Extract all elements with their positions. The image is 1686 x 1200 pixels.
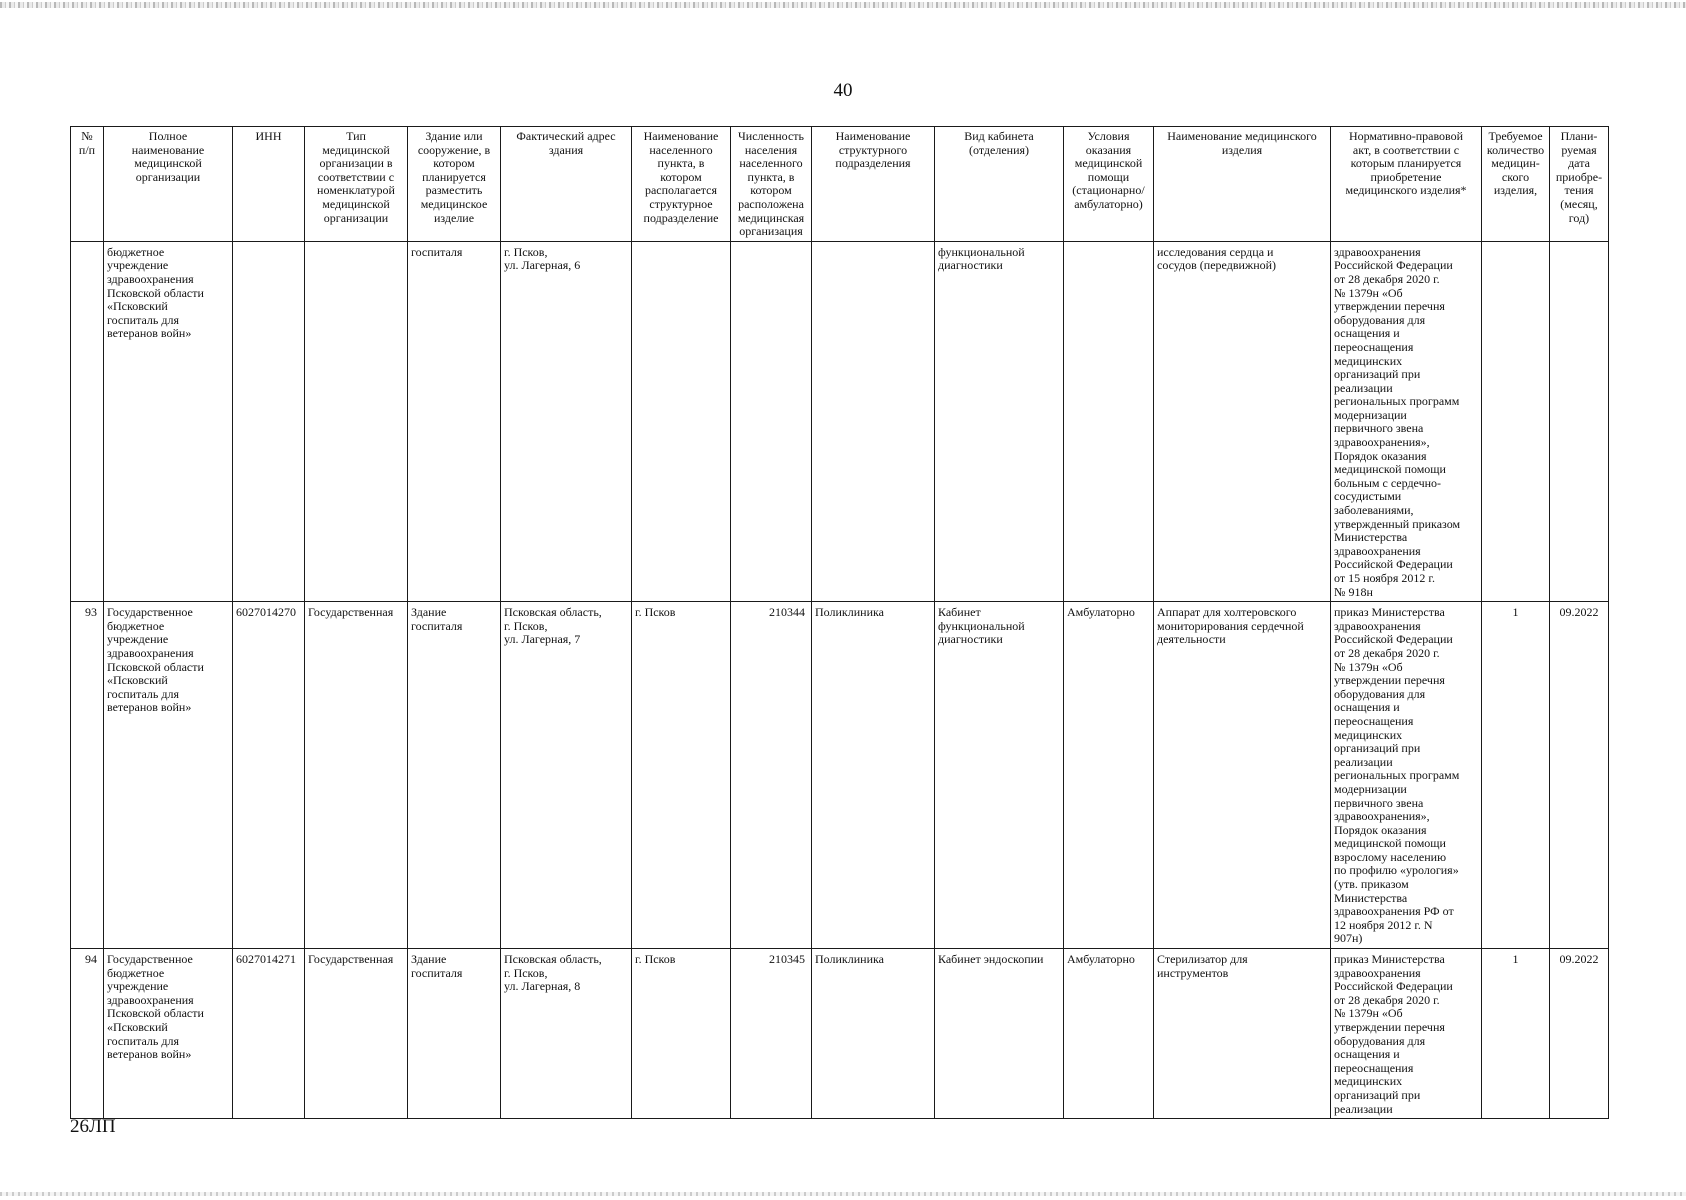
header-legal-act: Нормативно-правовой акт, в соответствии с которым планируется приобретение медицинского изделия* — [1331, 127, 1482, 242]
header-inn: ИНН — [233, 127, 305, 242]
cell-org-type: Государственная — [305, 949, 408, 1119]
cell-cabinet: функциональной диагностики — [935, 241, 1064, 601]
cell-unit: Поликлиника — [812, 602, 935, 949]
cell-quantity: 1 — [1482, 949, 1550, 1119]
cell-org-type — [305, 241, 408, 601]
equipment-table — [70, 126, 1609, 1119]
cell-legal-act: приказ Министерства здравоохранения Российской Федерации от 28 декабря 2020 г. № 1379н «Об утверждении перечня оборудования для оснащения и переоснащения медицинских организаций при реализации региональных программ модернизации первичного звена здравоохранения», Порядок оказания медицинской помощи взрослому населению по профилю «урология» (утв. приказом Министерства здравоохранения РФ от 12 ноября 2012 г. N 907н) — [1331, 602, 1482, 949]
cell-address: Псковская область, г. Псков, ул. Лагерная, 7 — [501, 602, 632, 949]
cell-number: 93 — [71, 602, 104, 949]
header-date: Плани- руемая дата приобре- тения (месяц, год) — [1550, 127, 1609, 242]
cell-inn: 6027014270 — [233, 602, 305, 949]
cell-cabinet: Кабинет функциональной диагностики — [935, 602, 1064, 949]
cell-population — [731, 241, 812, 601]
header-quantity: Требуемое количество медицин- ского изделия, — [1482, 127, 1550, 242]
cell-device: Стерилизатор для инструментов — [1154, 949, 1331, 1119]
cell-org-name: бюджетное учреждение здравоохранения Псковской области «Псковский госпиталь для ветеранов войн» — [104, 241, 233, 601]
header-locality: Наименование населенного пункта, в котором располагается структурное подразделение — [632, 127, 731, 242]
cell-inn — [233, 241, 305, 601]
cell-quantity — [1482, 241, 1550, 601]
cell-legal-act: здравоохранения Российской Федерации от 28 декабря 2020 г. № 1379н «Об утверждении перечня оборудования для оснащения и переоснащения медицинских организаций при реализации региональных программ модернизации первичного звена здравоохранения», Порядок оказания медицинской помощи больным с сердечно- сосудистыми заболеваниями, утвержденный приказом Министерства здравоохранения Российской Федерации от 15 ноября 2012 г. № 918н — [1331, 241, 1482, 601]
cell-conditions — [1064, 241, 1154, 601]
cell-address: Псковская область, г. Псков, ул. Лагерная, 8 — [501, 949, 632, 1119]
cell-locality — [632, 241, 731, 601]
scan-edge-top — [0, 2, 1686, 8]
cell-conditions: Амбулаторно — [1064, 949, 1154, 1119]
cell-population: 210345 — [731, 949, 812, 1119]
header-number: № п/п — [71, 127, 104, 242]
table-row — [71, 602, 1609, 949]
table-row — [71, 949, 1609, 1119]
cell-date — [1550, 241, 1609, 601]
cell-org-name: Государственное бюджетное учреждение здравоохранения Псковской области «Псковский госпиталь для ветеранов войн» — [104, 602, 233, 949]
cell-cabinet: Кабинет эндоскопии — [935, 949, 1064, 1119]
cell-date: 09.2022 — [1550, 949, 1609, 1119]
document-code: 26ЛП — [70, 1116, 116, 1137]
header-cabinet: Вид кабинета (отделения) — [935, 127, 1064, 242]
cell-number — [71, 241, 104, 601]
table-row — [71, 241, 1609, 601]
cell-org-type: Государственная — [305, 602, 408, 949]
cell-number: 94 — [71, 949, 104, 1119]
cell-population: 210344 — [731, 602, 812, 949]
cell-quantity: 1 — [1482, 602, 1550, 949]
cell-unit: Поликлиника — [812, 949, 935, 1119]
cell-building: Здание госпиталя — [408, 949, 501, 1119]
header-unit: Наименование структурного подразделения — [812, 127, 935, 242]
cell-building: Здание госпиталя — [408, 602, 501, 949]
header-population: Численность населения населенного пункта, в котором расположена медицинская организация — [731, 127, 812, 242]
cell-unit — [812, 241, 935, 601]
cell-device: Аппарат для холтеровского мониторирования сердечной деятельности — [1154, 602, 1331, 949]
cell-device: исследования сердца и сосудов (передвижной) — [1154, 241, 1331, 601]
header-org-name: Полное наименование медицинской организации — [104, 127, 233, 242]
header-org-type: Тип медицинской организации в соответствии с номенклатурой медицинской организации — [305, 127, 408, 242]
cell-date: 09.2022 — [1550, 602, 1609, 949]
cell-locality: г. Псков — [632, 602, 731, 949]
cell-org-name: Государственное бюджетное учреждение здравоохранения Псковской области «Псковский госпиталь для ветеранов войн» — [104, 949, 233, 1119]
header-conditions: Условия оказания медицинской помощи (стационарно/ амбулаторно) — [1064, 127, 1154, 242]
page-number: 40 — [833, 80, 853, 101]
cell-inn: 6027014271 — [233, 949, 305, 1119]
scan-edge-bottom — [0, 1192, 1686, 1196]
cell-locality: г. Псков — [632, 949, 731, 1119]
header-address: Фактический адрес здания — [501, 127, 632, 242]
cell-building: госпиталя — [408, 241, 501, 601]
table-header-row — [71, 127, 1609, 242]
header-device: Наименование медицинского изделия — [1154, 127, 1331, 242]
cell-legal-act: приказ Министерства здравоохранения Российской Федерации от 28 декабря 2020 г. № 1379н «Об утверждении перечня оборудования для оснащения и переоснащения медицинских организаций при реализации — [1331, 949, 1482, 1119]
cell-address: г. Псков, ул. Лагерная, 6 — [501, 241, 632, 601]
header-building: Здание или сооружение, в котором планируется разместить медицинское изделие — [408, 127, 501, 242]
cell-conditions: Амбулаторно — [1064, 602, 1154, 949]
